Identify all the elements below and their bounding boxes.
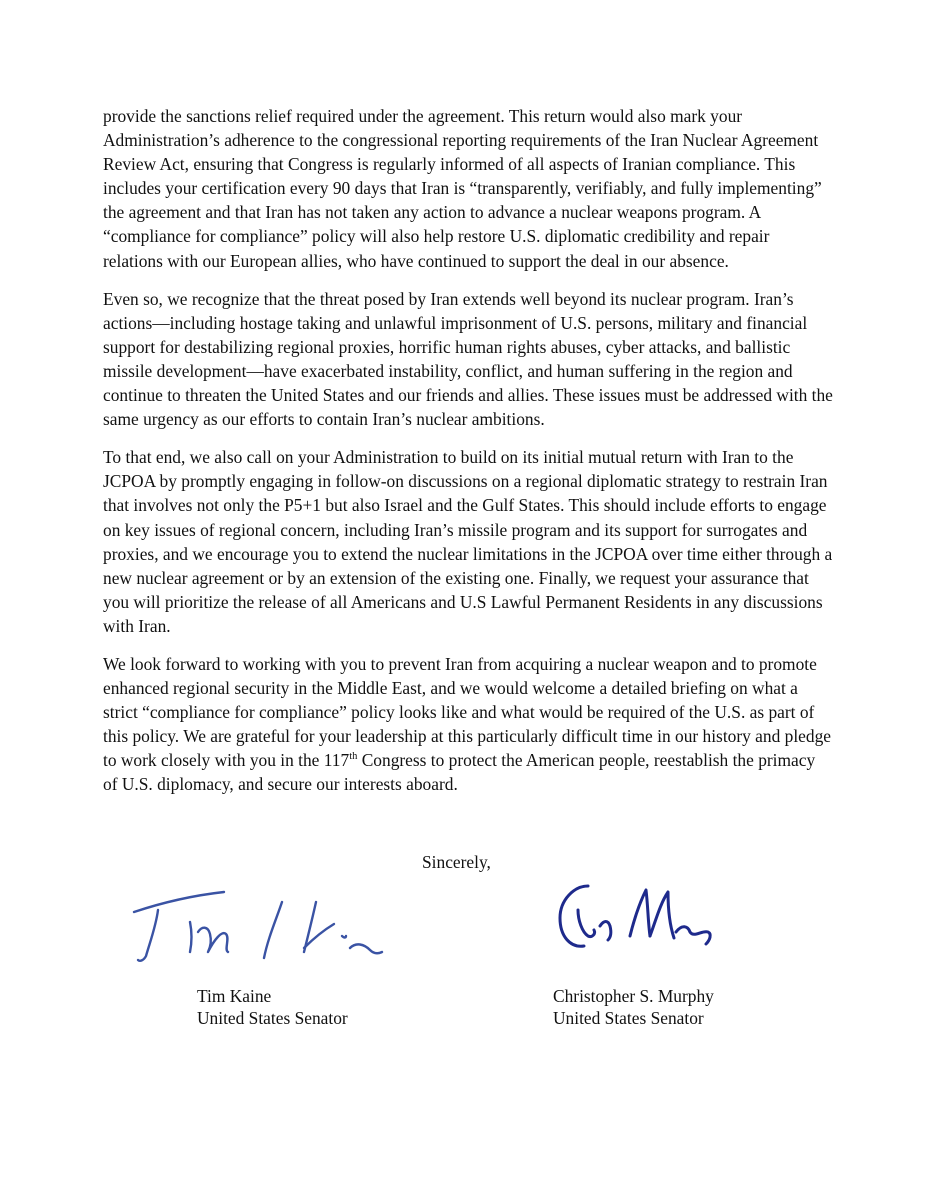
- signatory-right: [553, 985, 714, 1029]
- signatory-left: [197, 985, 348, 1029]
- closing-salutation: Sincerely,: [422, 852, 491, 872]
- closing-remarks-text-end: Congress to protect the American people, reestablish the primacy of U.S. diplomacy, and secure our interests aboard.: [103, 750, 816, 795]
- signatory-name: Christopher S. Murphy: [553, 986, 714, 1006]
- signatory-title: United States Senator: [553, 1008, 704, 1028]
- signatory-name: Tim Kaine: [197, 986, 272, 1006]
- paragraph-sanctions-relief: provide the sanctions relief required under the agreement. This return would also mark your Administration’s adherence to the congressional reporting requirements of the Iran Nuclear Agreement Review Act, ensuring that Congress is regularly informed of all aspects of Iranian compliance. This includes your certification every 90 days that Iran is “transparently, verifiably, and fully implementing” the agreement and that Iran has not taken any action to advance a nuclear weapons program. A “compliance for compliance” policy will also help restore U.S. diplomatic credibility and repair relations with our European allies, who have continued to support the deal in our absence.: [103, 106, 822, 271]
- paragraph-regional-strategy: To that end, we also call on your Administration to build on its initial mutual return with Iran to the JCPOA by promptly engaging in follow-on discussions on a regional diplomatic strategy to restrain Iran that involves not only the P5+1 but also Israel and the Gulf States. This should include efforts to engage on key issues of regional concern, including Iran’s missile program and its support for surrogates and proxies, and we encourage you to extend the nuclear limitations in the JCPOA over time either through a new nuclear agreement or by an extension of the existing one. Finally, we request your assurance that you will prioritize the release of all Americans and U.S Lawful Permanent Residents in any discussions with Iran.: [103, 447, 833, 636]
- signature-christopher-murphy: [548, 876, 728, 966]
- ordinal-superscript: th: [349, 751, 358, 763]
- paragraph-closing-remarks: [103, 652, 833, 797]
- closing-remarks-text-start: We look forward to working with you to prevent Iran from acquiring a nuclear weapon and to promote enhanced regional security in the Middle East, and we would welcome a detailed briefing on what a strict “compliance for compliance” policy looks like and what would be required of the U.S. as part of this policy. We are grateful for your leadership at this particularly difficult time in our history and pledge to work closely with you in the 117: [103, 653, 831, 771]
- letter-body: [103, 104, 833, 811]
- signatory-title: United States Senator: [197, 1008, 348, 1028]
- signature-tim-kaine: [128, 882, 388, 982]
- paragraph-iran-threat: Even so, we recognize that the threat posed by Iran extends well beyond its nuclear program. Iran’s actions—including hostage taking and unlawful imprisonment of U.S. persons, military and financial support for destabilizing regional proxies, horrific human rights abuses, cyber attacks, and ballistic missile development—have exacerbated instability, conflict, and human suffering in the region and continue to threaten the United States and our friends and allies. These issues must be addressed with the same urgency as our efforts to contain Iran’s nuclear ambitions.: [103, 288, 833, 430]
